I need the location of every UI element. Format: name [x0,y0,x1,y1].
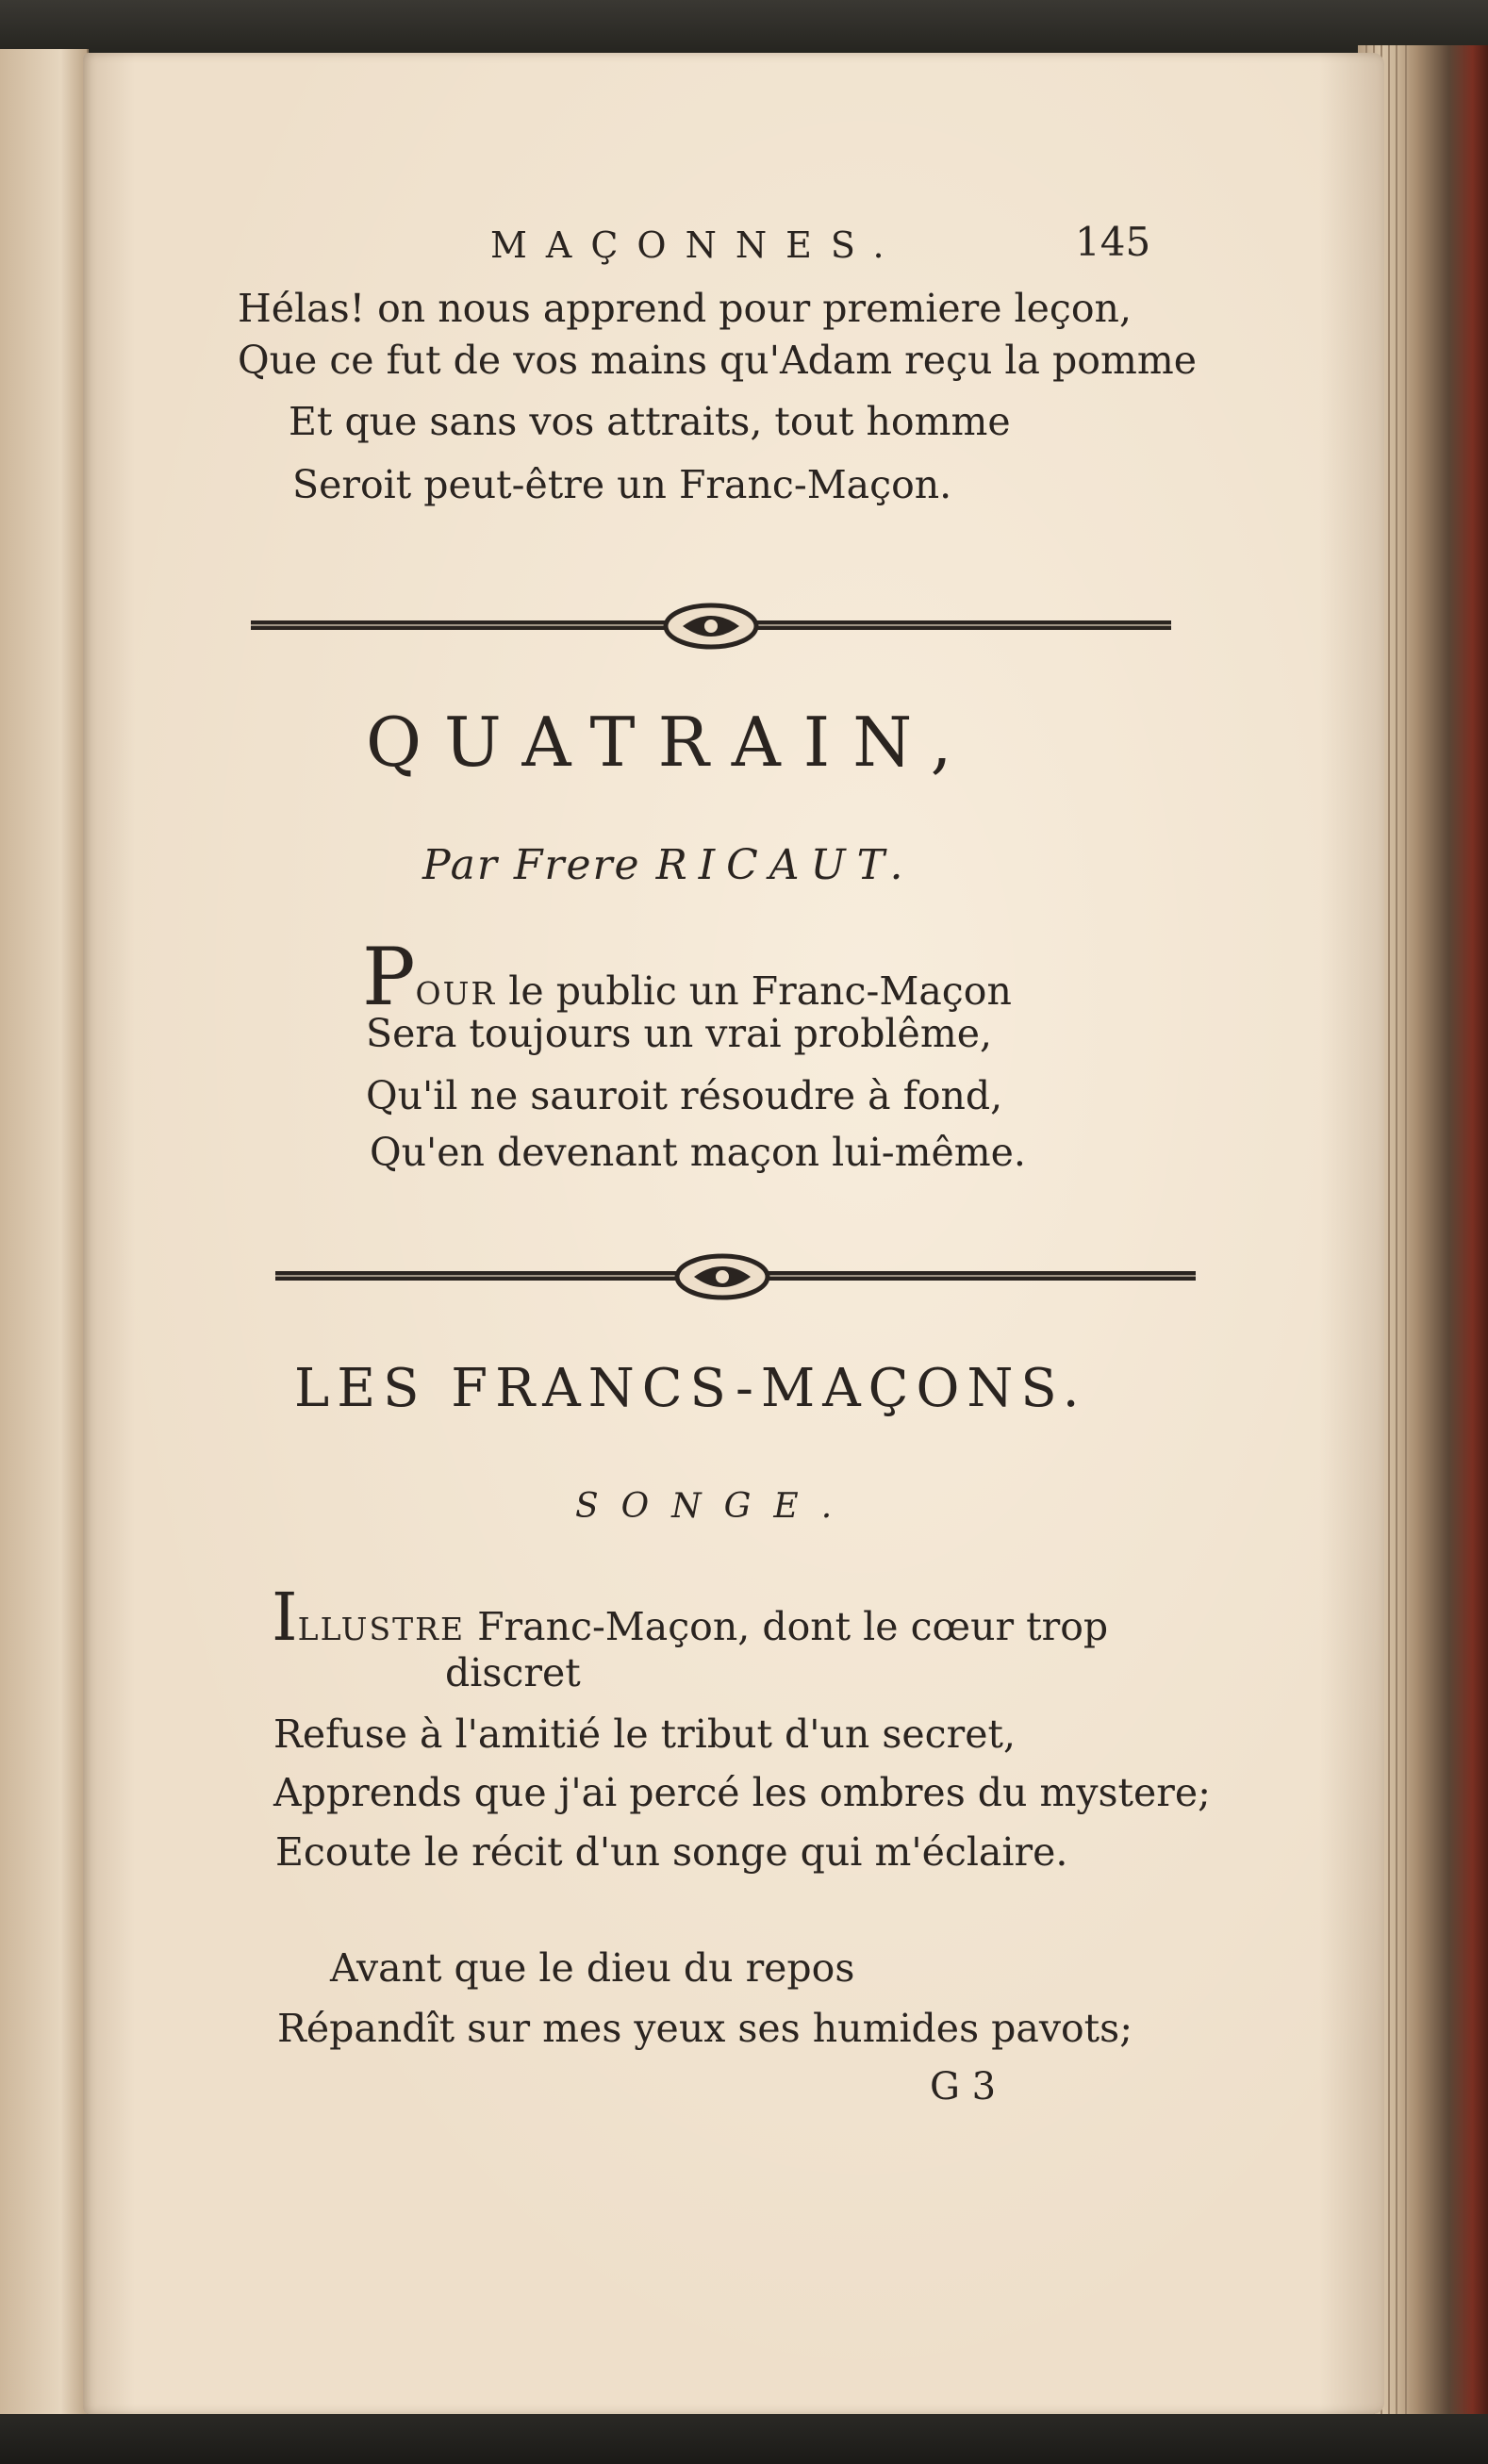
poem-line: Que ce fut de vos mains qu'Adam reçu la pomme [238,338,1197,383]
poem-line: Seroit peut-être un Franc-Maçon. [292,462,952,507]
poem-line: Répandît sur mes yeux ses humides pavots; [277,2006,1133,2051]
poem-line: Ecoute le récit d'un songe qui m'éclaire. [275,1829,1068,1875]
poem-line: Qu'il ne sauroit résoudre à fond, [366,1073,1003,1118]
poem-line-continuation: discret [445,1650,581,1695]
section-title: LES FRANCS-MAÇONS. [294,1358,1087,1419]
byline-prefix: Par Frere [422,841,641,889]
quatrain-first-line [362,931,1012,1023]
section-subtitle: SONGE. [575,1487,855,1526]
quatrain-byline [422,841,914,889]
drop-cap: P [362,931,416,1023]
line-rest: le public un Franc-Maçon [496,968,1012,1014]
songe-first-line [272,1579,1109,1656]
background-top [0,0,1488,55]
poem-line: Avant que le dieu du repos [330,1945,855,1991]
poem-line: Sera toujours un vrai problême, [366,1011,992,1056]
poem-line: Apprends que j'ai percé les ombres du mystere; [273,1770,1211,1815]
ornament-rule [275,1252,1196,1301]
background-bottom [0,2414,1488,2464]
quatrain-title: QUATRAIN, [366,703,975,782]
poem-line: Refuse à l'amitié le tribut d'un secret, [273,1712,1016,1757]
line-rest: Franc-Maçon, dont le cœur trop [465,1604,1109,1649]
poem-line: Hélas! on nous apprend pour premiere leçon, [238,286,1132,331]
poem-line: Qu'en devenant maçon lui-même. [370,1130,1026,1175]
poem-line: Et que sans vos attraits, tout homme [289,399,1011,444]
small-caps-word: LLUSTRE [297,1611,466,1647]
page-number: 145 [1075,219,1151,265]
small-caps-word: OUR [415,975,497,1012]
byline-name: RICAUT. [655,841,915,889]
left-page-edge [0,49,89,2414]
signature-mark: G 3 [930,2065,997,2108]
running-head: MAÇONNES. [490,224,903,266]
drop-cap: I [272,1579,298,1656]
ornament-rule [251,602,1171,651]
